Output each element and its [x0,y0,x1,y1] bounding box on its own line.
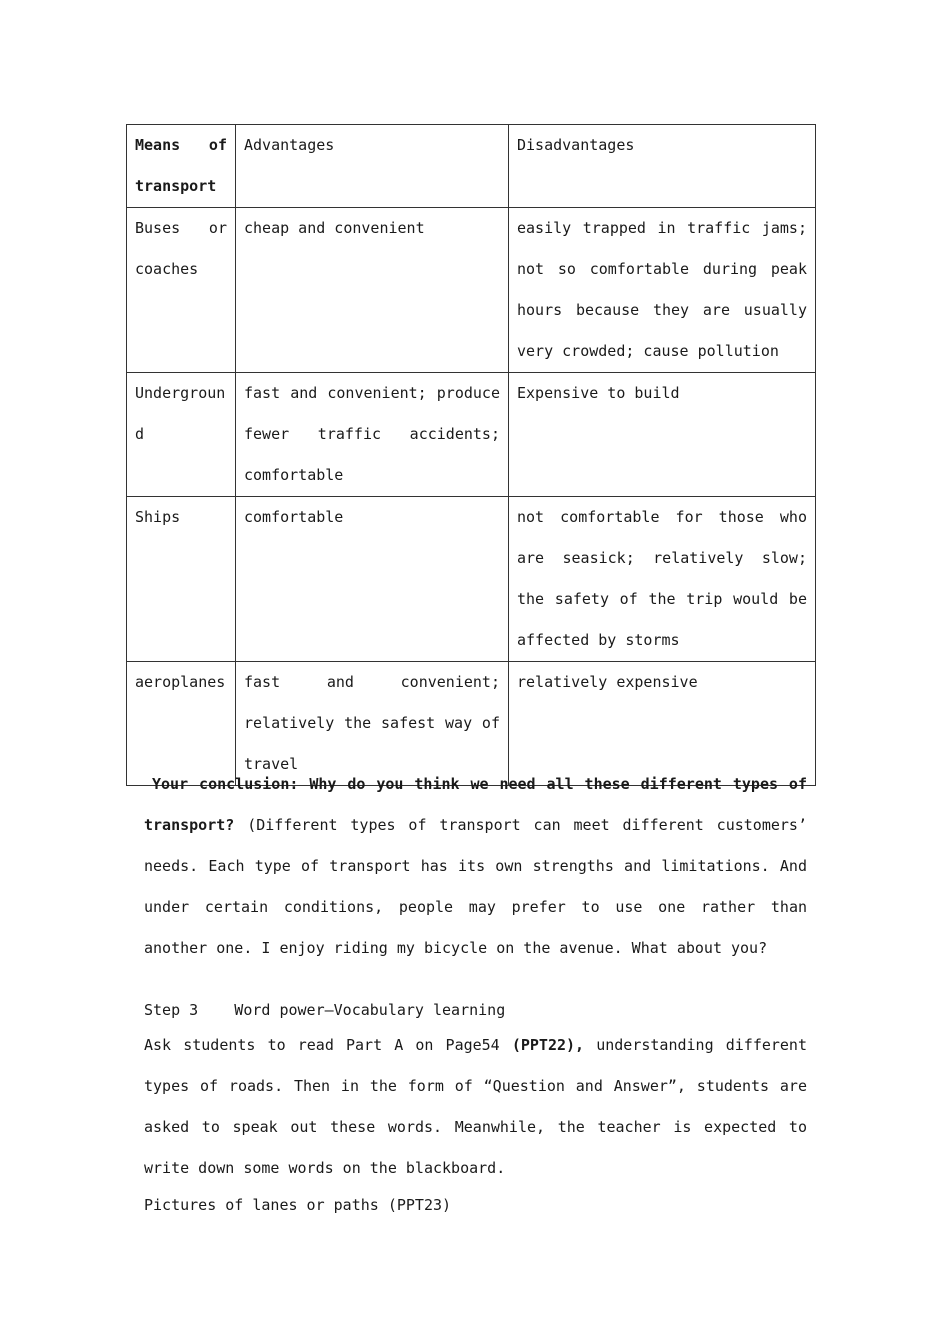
disadvantages-cell: Expensive to build [509,373,816,497]
disadvantages-cell: easily trapped in traffic jams; not so comfortable during peak hours because they are usually very crowded; cause pollution [509,208,816,373]
means-cell: Underground [127,373,236,497]
conclusion-answer: (Different types of transport can meet different customers’ needs. Each type of transport has its own strengths and limitations. And under certain conditions, people may prefer to use one rather than another one. I enjoy riding my bicycle on the avenue. What about you? [144,816,807,957]
conclusion-paragraph [144,764,807,969]
vocab-text-after: understanding different types of roads. Then in the form of “Question and Answer”, students are asked to speak out these words. Meanwhile, the teacher is expected to write down some words on the blackboard. [144,1036,807,1177]
ppt22-reference: (PPT22), [511,1036,585,1054]
header-advantages: Advantages [236,125,509,208]
means-cell: Ships [127,497,236,662]
means-cell: aeroplanes [127,662,236,786]
advantages-cell: fast and convenient; relatively the safest way of travel [236,662,509,786]
header-disadvantages: Disadvantages [509,125,816,208]
advantages-cell: fast and convenient; produce fewer traffic accidents; comfortable [236,373,509,497]
transport-comparison-table [126,124,816,786]
vocabulary-paragraph [144,1025,807,1189]
means-cell: Buses or coaches [127,208,236,373]
conclusion-question: Your conclusion: Why do you think we need all these different types of transport? [144,775,807,834]
header-means-of-transport: Means of transport [127,125,236,208]
table-row [127,497,816,662]
table-row [127,373,816,497]
table-header-row [127,125,816,208]
advantages-cell: cheap and convenient [236,208,509,373]
vocab-text-before: Ask students to read Part A on Page54 [144,1036,512,1054]
pictures-line: Pictures of lanes or paths (PPT23) [144,1196,452,1214]
disadvantages-cell: relatively expensive [509,662,816,786]
table-row [127,208,816,373]
disadvantages-cell: not comfortable for those who are seasick; relatively slow; the safety of the trip would be affected by storms [509,497,816,662]
step3-heading: Step 3 Word power—Vocabulary learning [144,1001,506,1019]
advantages-cell: comfortable [236,497,509,662]
